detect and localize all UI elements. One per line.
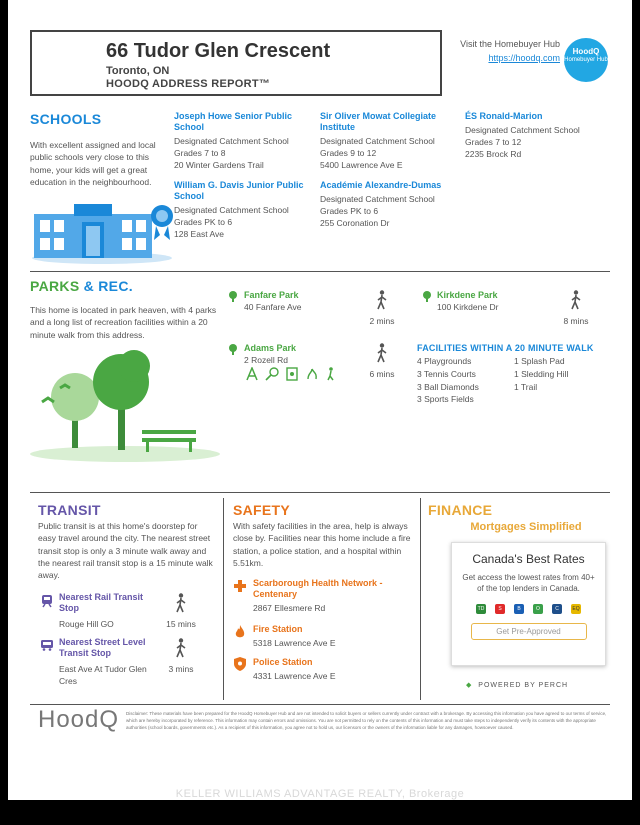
- rail-stop-title: Nearest Rail Transit Stop: [59, 592, 144, 613]
- finance-heading: FINANCE: [428, 502, 493, 518]
- school-address: 20 Winter Gardens Trail: [174, 160, 264, 171]
- walking-person-icon: [175, 638, 187, 658]
- facilities-heading: FACILITIES WITHIN A 20 MINUTE WALK: [417, 343, 594, 353]
- park-tree-icon: [227, 290, 239, 302]
- school-type: Designated Catchment School: [320, 193, 435, 204]
- walk-time: [558, 290, 594, 326]
- school-name[interactable]: Joseph Howe Senior Public School: [174, 111, 293, 132]
- school-grades: Grades 7 to 12: [465, 137, 522, 148]
- column-divider: [223, 498, 224, 700]
- facility-item: 4 Playgrounds: [417, 356, 472, 366]
- perch-icon: ◆: [466, 682, 473, 689]
- school-card: [174, 180, 306, 241]
- divider: [30, 704, 610, 705]
- safety-heading: SAFETY: [233, 502, 291, 518]
- rail-stop: [59, 592, 159, 630]
- report-label: HOODQ ADDRESS REPORT™: [106, 78, 271, 90]
- park-name[interactable]: Fanfare Park: [244, 290, 299, 300]
- school-grades: Grades PK to 6: [174, 216, 233, 227]
- school-building-icon: [32, 200, 180, 264]
- park-address: 100 Kirkdene Dr: [437, 301, 499, 312]
- powered-by-text: POWERED BY PERCH: [478, 682, 569, 689]
- walk-minutes: 3 mins: [168, 664, 194, 674]
- school-address: 255 Coronation Dr: [320, 218, 390, 229]
- hospital-cross-icon: [234, 580, 246, 592]
- walking-person-icon: [175, 593, 187, 613]
- hoodq-link[interactable]: https://hoodq.com: [488, 53, 560, 63]
- park-address: 2 Rozell Rd: [244, 354, 288, 365]
- walking-person-icon: [570, 290, 582, 310]
- rates-card-text: Get access the lowest rates from 40+ of the top lenders in Canada.: [462, 573, 595, 594]
- school-type: Designated Catchment School: [174, 204, 289, 215]
- powered-by: [466, 681, 568, 689]
- facilities-col-1: [417, 355, 479, 406]
- walking-person-icon: [376, 290, 388, 310]
- hoodq-logo-badge[interactable]: [564, 38, 608, 82]
- finance-subheading: Mortgages Simplified: [470, 521, 582, 533]
- park-item: [437, 290, 498, 313]
- lender-logo-icon: S: [495, 604, 505, 614]
- school-address: 5400 Lawrence Ave E: [320, 160, 403, 171]
- facilities-col-2: [514, 355, 568, 393]
- safety-intro: With safety facilities in the area, help is always close by. Facilities near this home include a fire station, a police station, and a hospital within 5.51km.: [233, 521, 411, 568]
- facility-item: 3 Tennis Courts: [417, 368, 476, 379]
- hospital-address: 2867 Ellesmere Rd: [253, 602, 326, 613]
- logo-name: HoodQ: [572, 47, 600, 56]
- street-stop-name[interactable]: East Ave At Tudor Glen Cres: [59, 663, 147, 686]
- fire-address: 5318 Lawrence Ave E: [253, 637, 336, 648]
- school-card: [320, 111, 455, 172]
- police-item: [253, 657, 403, 682]
- police-badge-icon: [234, 657, 246, 671]
- lender-logos: [452, 604, 605, 614]
- playground-icon: [246, 367, 258, 381]
- footer-strip: [0, 800, 640, 825]
- walk-minutes: 15 mins: [166, 619, 196, 629]
- school-type: Designated Catchment School: [174, 135, 289, 146]
- logo-sub: Homebuyer Hub: [564, 56, 608, 63]
- baseball-diamond-icon: [286, 367, 298, 381]
- park-trees-icon: [30, 342, 220, 462]
- brokerage-watermark: KELLER WILLIAMS ADVANTAGE REALTY, Brokerage: [175, 788, 465, 800]
- visit-text: Visit the Homebuyer Hub: [460, 39, 560, 49]
- school-grades: Grades PK to 6: [320, 206, 379, 217]
- street-stop-title: Nearest Street Level Transit Stop: [59, 637, 146, 658]
- fire-name[interactable]: Fire Station: [253, 624, 303, 634]
- school-grades: Grades 7 to 8: [174, 147, 226, 158]
- address-title: 66 Tudor Glen Crescent: [106, 40, 331, 62]
- parks-intro: This home is located in park heaven, with 4 parks and a long list of recreation facilities within a 20 minute walk from this address.: [30, 305, 217, 340]
- park-tree-icon: [421, 290, 433, 302]
- school-address: 128 East Ave: [174, 229, 224, 240]
- walk-time: [364, 343, 400, 379]
- walk-minutes: 8 mins: [563, 316, 589, 326]
- transit-intro: Public transit is at this home's doorstep for easy travel around the city. The nearest street transit stop is only a 3 minute walk away and the nearest rail transit stop is a 15 minute walk away.: [38, 521, 213, 581]
- amenity-icons: [246, 367, 336, 381]
- parks-heading-a: PARKS: [30, 278, 80, 294]
- park-address: 40 Fanfare Ave: [244, 301, 302, 312]
- hospital-item: [253, 578, 403, 614]
- lender-logo-icon: EQ: [572, 606, 580, 613]
- walk-time: [163, 638, 199, 674]
- divider: [30, 492, 610, 493]
- walk-minutes: 6 mins: [369, 369, 395, 379]
- facility-item: 3 Sports Fields: [417, 394, 474, 405]
- report-page: [8, 0, 632, 800]
- hospital-name[interactable]: Scarborough Health Network - Centenary: [253, 578, 383, 599]
- school-type: Designated Catchment School: [465, 124, 580, 135]
- trail-icon: [326, 367, 336, 381]
- parks-heading-b: & REC.: [83, 278, 133, 294]
- bus-icon: [40, 639, 54, 651]
- get-pre-approved-button[interactable]: Get Pre-Approved: [471, 623, 587, 640]
- walk-minutes: 2 mins: [369, 316, 395, 326]
- police-name[interactable]: Police Station: [253, 657, 313, 667]
- fire-icon: [235, 625, 245, 639]
- school-name[interactable]: William G. Davis Junior Public School: [174, 180, 304, 201]
- splash-pad-icon: [305, 367, 319, 381]
- divider: [30, 271, 610, 272]
- lender-logo-icon: B: [514, 604, 524, 614]
- street-stop: [59, 637, 159, 687]
- walking-person-icon: [376, 343, 388, 363]
- facility-item: 1 Trail: [514, 381, 538, 392]
- schools-heading: SCHOOLS: [30, 111, 102, 127]
- park-name[interactable]: Kirkdene Park: [437, 290, 498, 300]
- title-box: [30, 30, 442, 96]
- school-card: [320, 180, 455, 230]
- school-name[interactable]: ÉS Ronald-Marion: [465, 111, 543, 121]
- park-item: [244, 343, 296, 366]
- facility-item: 1 Splash Pad: [514, 356, 565, 366]
- parks-heading: [30, 278, 133, 294]
- city: Toronto, ON: [106, 65, 170, 77]
- rates-card-title: Canada's Best Rates: [472, 552, 585, 566]
- police-address: 4331 Lawrence Ave E: [253, 670, 336, 681]
- rates-card: [451, 542, 606, 666]
- school-name[interactable]: Sir Oliver Mowat Collegiate Institute: [320, 111, 437, 132]
- school-grades: Grades 9 to 12: [320, 147, 377, 158]
- visit-block: [460, 39, 560, 63]
- school-type: Designated Catchment School: [320, 135, 435, 146]
- fire-item: [253, 624, 403, 649]
- tennis-icon: [265, 367, 279, 381]
- school-card: [174, 111, 306, 172]
- facility-item: 3 Ball Diamonds: [417, 381, 479, 392]
- park-name[interactable]: Adams Park: [244, 343, 297, 353]
- lender-logo-icon: O: [533, 604, 543, 614]
- facility-item: 1 Sledding Hill: [514, 368, 569, 379]
- school-address: 2235 Brock Rd: [465, 149, 522, 160]
- school-card: [465, 111, 605, 161]
- transit-heading: TRANSIT: [38, 502, 101, 518]
- schools-intro: With excellent assigned and local public schools very close to this home, your kids will get a great education in the neighbourhood.: [30, 140, 156, 187]
- rail-stop-name[interactable]: Rouge Hill GO: [59, 618, 114, 629]
- hoodq-footer-logo: HoodQ: [38, 706, 120, 733]
- walk-time: [364, 290, 400, 326]
- lender-logo-icon: TD: [477, 606, 485, 613]
- lender-logo-icon: C: [552, 604, 562, 614]
- school-name[interactable]: Académie Alexandre-Dumas: [320, 180, 442, 190]
- park-tree-icon: [227, 343, 239, 355]
- disclaimer: Disclaimer: These materials have been prepared for the HoodQ Homebuyer Hub and are not intended to solicit buyers or sellers currently under contract with a brokerage. By accessing this information you have agreed to our terms of service, which are hereby incorporated by reference. This information may contain errors and omissions. You are not permitted to rely on the contents of this information and must take steps to independently verify its contents with the appropriate authorities (school boards, governments etc.). As a recipient of this information, you agree not to hold us, our licensors or the owners of the information liable for any damages, howsoever caused.: [126, 711, 607, 730]
- train-icon: [40, 594, 54, 608]
- walk-time: [163, 593, 199, 629]
- park-item: [244, 290, 302, 313]
